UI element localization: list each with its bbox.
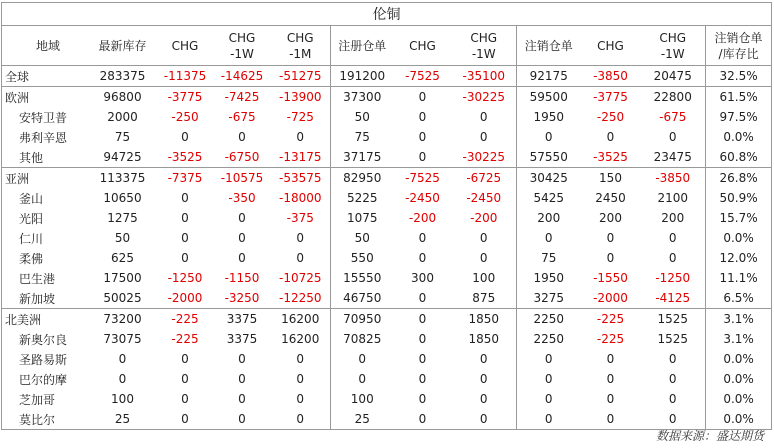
data-cell: 0 bbox=[418, 332, 427, 346]
data-cell: -3850 bbox=[641, 168, 706, 189]
table-row bbox=[2, 168, 772, 189]
column-header: CHG -1W bbox=[214, 26, 271, 66]
data-cell: -4125 bbox=[655, 291, 691, 305]
data-cell: 0 bbox=[479, 372, 488, 386]
data-cell: 0 bbox=[418, 392, 427, 406]
data-cell: 3275 bbox=[517, 288, 581, 309]
data-cell: 3375 bbox=[214, 309, 271, 330]
data-cell: 11.1% bbox=[706, 268, 772, 288]
data-cell: -7525 bbox=[394, 168, 452, 189]
data-cell: 0 bbox=[181, 231, 189, 245]
data-cell: 0 bbox=[517, 409, 581, 430]
region-cell: 弗利辛恩 bbox=[2, 127, 89, 147]
region-cell: 柔佛 bbox=[2, 248, 89, 268]
data-cell: 150 bbox=[581, 168, 641, 189]
data-cell: -2450 bbox=[405, 191, 440, 205]
data-cell: -18000 bbox=[278, 191, 322, 205]
data-cell: 3375 bbox=[226, 332, 258, 346]
data-cell: -30225 bbox=[452, 87, 517, 108]
data-cell: 0 bbox=[181, 392, 189, 406]
column-header: 注册仓单 bbox=[331, 26, 394, 66]
data-cell: 1275 bbox=[107, 211, 138, 225]
data-cell: 283375 bbox=[99, 69, 146, 83]
table-title: 伦铜 bbox=[2, 3, 772, 26]
data-cell: -2000 bbox=[167, 291, 203, 305]
data-cell: 0 bbox=[668, 231, 677, 245]
data-cell: 0 bbox=[296, 130, 305, 144]
data-cell: -225 bbox=[157, 309, 214, 330]
data-cell: 94725 bbox=[103, 150, 142, 164]
data-cell: -250 bbox=[171, 110, 199, 124]
data-cell: -675 bbox=[659, 110, 687, 124]
data-cell: 0 bbox=[181, 130, 189, 144]
region-cell: 光阳 bbox=[2, 208, 89, 228]
data-cell: 0 bbox=[517, 127, 581, 147]
data-source-note: 数据来源：盛达期货 bbox=[655, 429, 764, 443]
region-cell: 欧洲 bbox=[2, 87, 89, 108]
table-row bbox=[2, 248, 772, 268]
data-cell: 37300 bbox=[331, 87, 394, 108]
table-row bbox=[2, 66, 772, 87]
data-cell: 1950 bbox=[517, 268, 581, 288]
region-cell: 安特卫普 bbox=[2, 107, 89, 127]
column-header: CHG -1W bbox=[452, 26, 517, 66]
column-header: 最新库存 bbox=[89, 26, 157, 66]
data-cell: 0.0% bbox=[706, 127, 772, 147]
data-cell: 5425 bbox=[517, 188, 581, 208]
data-cell: 0 bbox=[418, 372, 427, 386]
data-cell: 0 bbox=[668, 372, 677, 386]
data-cell: 25 bbox=[331, 409, 394, 430]
data-cell: 97.5% bbox=[706, 107, 772, 127]
data-cell: -375 bbox=[286, 211, 314, 225]
header-row bbox=[2, 26, 772, 66]
data-cell: -3525 bbox=[167, 150, 203, 164]
data-cell: -225 bbox=[171, 332, 199, 346]
region-cell: 巴尔的摩 bbox=[2, 369, 89, 389]
data-cell: 0 bbox=[181, 251, 189, 265]
data-cell: 0 bbox=[394, 87, 452, 108]
region-cell: 其他 bbox=[2, 147, 89, 168]
data-cell: 0 bbox=[517, 389, 581, 409]
data-cell: -200 bbox=[470, 211, 498, 225]
region-cell: 北美洲 bbox=[2, 309, 89, 330]
data-cell: 0.0% bbox=[706, 228, 772, 248]
data-cell: 0 bbox=[331, 349, 394, 369]
data-cell: 3.1% bbox=[706, 329, 772, 349]
data-cell: 0 bbox=[479, 110, 488, 124]
data-cell: 0 bbox=[181, 211, 189, 225]
table-row bbox=[2, 349, 772, 369]
data-cell: 100 bbox=[331, 389, 394, 409]
data-cell: 0 bbox=[118, 372, 127, 386]
data-cell: -1250 bbox=[655, 271, 691, 285]
data-cell: 0 bbox=[214, 409, 271, 430]
data-cell: 0 bbox=[517, 369, 581, 389]
data-cell: 0 bbox=[668, 392, 677, 406]
data-cell: 0 bbox=[606, 372, 615, 386]
region-cell: 亚洲 bbox=[2, 168, 89, 189]
data-cell: -225 bbox=[581, 309, 641, 330]
table-row bbox=[2, 127, 772, 147]
data-cell: 32.5% bbox=[706, 66, 772, 87]
column-header: CHG bbox=[157, 26, 214, 66]
data-cell: 0 bbox=[641, 409, 706, 430]
table-row bbox=[2, 329, 772, 349]
data-cell: 0 bbox=[238, 231, 246, 245]
data-cell: -2450 bbox=[466, 191, 502, 205]
data-cell: -30225 bbox=[462, 150, 505, 164]
table-row bbox=[2, 268, 772, 288]
data-cell: 0 bbox=[296, 372, 305, 386]
region-cell: 圣路易斯 bbox=[2, 349, 89, 369]
data-cell: 0 bbox=[181, 372, 189, 386]
data-cell: 0 bbox=[668, 251, 677, 265]
data-cell: -13175 bbox=[278, 150, 322, 164]
data-cell: 23475 bbox=[653, 150, 692, 164]
data-cell: 70950 bbox=[331, 309, 394, 330]
data-cell: 2100 bbox=[657, 191, 689, 205]
data-cell: 57550 bbox=[517, 147, 581, 168]
region-cell: 全球 bbox=[2, 66, 89, 87]
data-cell: 10650 bbox=[103, 191, 142, 205]
data-cell: 82950 bbox=[331, 168, 394, 189]
data-cell: 1850 bbox=[468, 332, 500, 346]
data-cell: 875 bbox=[472, 291, 496, 305]
data-cell: -14625 bbox=[220, 69, 264, 83]
data-cell: 22800 bbox=[641, 87, 706, 108]
data-cell: 37175 bbox=[331, 147, 394, 168]
data-cell: 0 bbox=[181, 191, 189, 205]
data-cell: -1550 bbox=[593, 271, 628, 285]
data-cell: 0 bbox=[238, 372, 246, 386]
data-cell: -1250 bbox=[167, 271, 203, 285]
column-header: CHG bbox=[581, 26, 641, 66]
data-cell: 15.7% bbox=[706, 208, 772, 228]
data-cell: 16200 bbox=[281, 332, 320, 346]
region-cell: 芝加哥 bbox=[2, 389, 89, 409]
data-cell: 0 bbox=[606, 392, 615, 406]
data-cell: 0 bbox=[452, 409, 517, 430]
data-cell: 20475 bbox=[653, 69, 692, 83]
data-cell: -10575 bbox=[214, 168, 271, 189]
data-cell: 1850 bbox=[452, 309, 517, 330]
data-cell: -725 bbox=[286, 110, 314, 124]
data-cell: 0 bbox=[418, 251, 427, 265]
table-row bbox=[2, 147, 772, 168]
data-cell: -3250 bbox=[224, 291, 260, 305]
data-cell: 191200 bbox=[331, 66, 394, 87]
data-cell: 550 bbox=[331, 248, 394, 268]
data-cell: 0 bbox=[331, 369, 394, 389]
column-header: 地域 bbox=[2, 26, 89, 66]
data-cell: -250 bbox=[596, 110, 625, 124]
data-cell: 1525 bbox=[641, 309, 706, 330]
data-cell: -6750 bbox=[224, 150, 260, 164]
data-cell: 2250 bbox=[517, 309, 581, 330]
data-cell: 50025 bbox=[103, 291, 142, 305]
region-cell: 新加坡 bbox=[2, 288, 89, 309]
data-cell: 59500 bbox=[517, 87, 581, 108]
region-cell: 莫比尔 bbox=[2, 409, 89, 430]
data-cell: 73075 bbox=[103, 332, 142, 346]
data-cell: 0 bbox=[238, 211, 246, 225]
data-cell: 0 bbox=[418, 231, 427, 245]
data-cell: 200 bbox=[599, 211, 622, 225]
data-cell: 300 bbox=[411, 271, 434, 285]
data-cell: 2450 bbox=[595, 191, 626, 205]
data-cell: 0 bbox=[606, 352, 615, 366]
data-cell: 3.1% bbox=[706, 309, 772, 330]
data-cell: -7375 bbox=[157, 168, 214, 189]
data-cell: -13900 bbox=[271, 87, 331, 108]
data-cell: 0 bbox=[394, 409, 452, 430]
data-cell: -675 bbox=[228, 110, 256, 124]
data-cell: 96800 bbox=[89, 87, 157, 108]
data-cell: -35100 bbox=[462, 69, 505, 83]
data-cell: 0 bbox=[418, 291, 427, 305]
data-cell: -3850 bbox=[593, 69, 628, 83]
data-cell: -3775 bbox=[581, 87, 641, 108]
data-cell: -7525 bbox=[405, 69, 440, 83]
table-row bbox=[2, 188, 772, 208]
data-cell: 0 bbox=[668, 352, 677, 366]
table-row bbox=[2, 369, 772, 389]
data-cell: 30425 bbox=[517, 168, 581, 189]
data-cell: 0 bbox=[418, 150, 427, 164]
data-cell: 6.5% bbox=[706, 288, 772, 309]
table-row bbox=[2, 288, 772, 309]
data-cell: 200 bbox=[661, 211, 685, 225]
data-cell: 625 bbox=[111, 251, 134, 265]
data-cell: 0 bbox=[418, 352, 427, 366]
data-cell: 0.0% bbox=[706, 369, 772, 389]
data-cell: -1150 bbox=[224, 271, 260, 285]
data-cell: 25 bbox=[89, 409, 157, 430]
data-cell: -3775 bbox=[157, 87, 214, 108]
data-cell: -3525 bbox=[593, 150, 628, 164]
data-cell: -200 bbox=[408, 211, 437, 225]
data-cell: 75 bbox=[331, 127, 394, 147]
data-cell: 0.0% bbox=[706, 409, 772, 430]
data-cell: 1075 bbox=[331, 208, 394, 228]
data-cell: 0 bbox=[479, 392, 488, 406]
data-cell: 0 bbox=[517, 349, 581, 369]
data-cell: 200 bbox=[517, 208, 581, 228]
data-cell: 0.0% bbox=[706, 349, 772, 369]
table-title-row bbox=[2, 3, 772, 26]
data-cell: 0 bbox=[238, 392, 246, 406]
data-cell: -11375 bbox=[163, 69, 207, 83]
data-cell: 15550 bbox=[331, 268, 394, 288]
data-cell: -2000 bbox=[593, 291, 628, 305]
data-cell: 0 bbox=[181, 352, 189, 366]
data-cell: 50.9% bbox=[706, 188, 772, 208]
data-cell: -350 bbox=[228, 191, 256, 205]
data-cell: -51275 bbox=[278, 69, 322, 83]
column-header: 注销仓单 bbox=[517, 26, 581, 66]
data-cell: 0 bbox=[479, 251, 488, 265]
data-cell: 100 bbox=[472, 271, 496, 285]
table-row bbox=[2, 389, 772, 409]
data-cell: 75 bbox=[517, 248, 581, 268]
data-cell: 1950 bbox=[517, 107, 581, 127]
data-cell: 70825 bbox=[331, 329, 394, 349]
table-row bbox=[2, 87, 772, 108]
data-cell: 5225 bbox=[331, 188, 394, 208]
data-cell: 0 bbox=[271, 409, 331, 430]
inventory-table bbox=[1, 2, 772, 430]
data-cell: 2000 bbox=[107, 110, 138, 124]
data-cell: 61.5% bbox=[706, 87, 772, 108]
data-cell: 0 bbox=[238, 130, 246, 144]
table-row bbox=[2, 309, 772, 330]
data-cell: 26.8% bbox=[706, 168, 772, 189]
data-cell: 0 bbox=[581, 409, 641, 430]
data-cell: -10725 bbox=[278, 271, 322, 285]
data-cell: 12.0% bbox=[706, 248, 772, 268]
data-cell: 0 bbox=[479, 352, 488, 366]
data-cell: 0 bbox=[606, 231, 615, 245]
data-cell: 0 bbox=[296, 352, 305, 366]
column-header: CHG -1M bbox=[271, 26, 331, 66]
data-cell: 60.8% bbox=[706, 147, 772, 168]
data-cell: 113375 bbox=[89, 168, 157, 189]
data-cell: 46750 bbox=[331, 288, 394, 309]
data-cell: 0 bbox=[296, 392, 305, 406]
data-cell: 2250 bbox=[517, 329, 581, 349]
data-cell: 92175 bbox=[517, 66, 581, 87]
data-cell: 50 bbox=[331, 107, 394, 127]
column-header: CHG bbox=[394, 26, 452, 66]
region-cell: 仁川 bbox=[2, 228, 89, 248]
data-cell: -6725 bbox=[452, 168, 517, 189]
data-cell: 1525 bbox=[657, 332, 689, 346]
data-cell: -225 bbox=[596, 332, 625, 346]
data-cell: 0 bbox=[394, 309, 452, 330]
table-row bbox=[2, 107, 772, 127]
data-cell: 73200 bbox=[89, 309, 157, 330]
data-cell: 50 bbox=[114, 231, 131, 245]
data-cell: 0 bbox=[418, 130, 427, 144]
data-cell: 0 bbox=[238, 251, 246, 265]
table-row bbox=[2, 228, 772, 248]
data-cell: 17500 bbox=[103, 271, 142, 285]
data-cell: -12250 bbox=[278, 291, 322, 305]
data-cell: 0 bbox=[238, 352, 246, 366]
data-cell: 0 bbox=[517, 228, 581, 248]
data-cell: 0 bbox=[606, 251, 615, 265]
column-header: CHG -1W bbox=[641, 26, 706, 66]
region-cell: 釜山 bbox=[2, 188, 89, 208]
data-cell: 0 bbox=[418, 110, 427, 124]
data-cell: -7425 bbox=[214, 87, 271, 108]
data-cell: 0.0% bbox=[706, 389, 772, 409]
data-cell: 75 bbox=[114, 130, 131, 144]
data-cell: 0 bbox=[157, 409, 214, 430]
data-cell: 0 bbox=[668, 130, 677, 144]
data-cell: 0 bbox=[606, 130, 615, 144]
column-header: 注销仓单 /库存比 bbox=[706, 26, 772, 66]
region-cell: 新奥尔良 bbox=[2, 329, 89, 349]
data-cell: 0 bbox=[296, 231, 305, 245]
data-cell: 0 bbox=[479, 231, 488, 245]
data-cell: 0 bbox=[296, 251, 305, 265]
data-cell: 16200 bbox=[271, 309, 331, 330]
data-cell: 0 bbox=[118, 352, 127, 366]
data-cell: 50 bbox=[331, 228, 394, 248]
data-cell: 0 bbox=[479, 130, 488, 144]
table-row bbox=[2, 208, 772, 228]
data-cell: 100 bbox=[111, 392, 134, 406]
data-cell: -53575 bbox=[271, 168, 331, 189]
region-cell: 巴生港 bbox=[2, 268, 89, 288]
